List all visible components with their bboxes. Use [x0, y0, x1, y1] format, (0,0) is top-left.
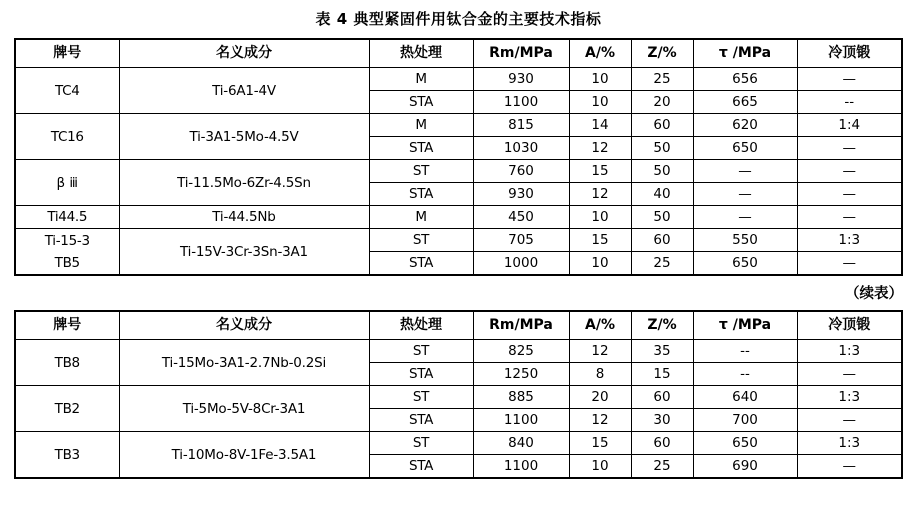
header-z: Z/% [631, 311, 693, 340]
cell-heat-treatment: ST [369, 386, 473, 409]
cell-z: 20 [631, 91, 693, 114]
table-row [15, 68, 902, 91]
cell-cold-heading: 1:3 [797, 432, 902, 455]
header-cold-heading: 冷顶锻 [797, 39, 902, 68]
cell-cold-heading: — [797, 455, 902, 479]
table-row [15, 229, 902, 252]
cell-cold-heading: — [797, 252, 902, 276]
cell-z: 60 [631, 386, 693, 409]
cell-cold-heading: 1:4 [797, 114, 902, 137]
cell-a: 12 [569, 183, 631, 206]
cell-z: 50 [631, 160, 693, 183]
cell-tau: 650 [693, 252, 797, 276]
cell-rm: 815 [473, 114, 569, 137]
cell-heat-treatment: ST [369, 160, 473, 183]
cell-rm: 840 [473, 432, 569, 455]
titanium-alloy-table-part2 [14, 310, 903, 479]
cell-rm: 930 [473, 183, 569, 206]
cell-composition: Ti-3A1-5Mo-4.5V [119, 114, 369, 160]
cell-grade-line1: Ti-15-3 [44, 232, 90, 249]
cell-composition: Ti-10Mo-8V-1Fe-3.5A1 [119, 432, 369, 479]
cell-rm: 825 [473, 340, 569, 363]
cell-rm: 760 [473, 160, 569, 183]
table-row [15, 206, 902, 229]
cell-composition: Ti-15V-3Cr-3Sn-3A1 [119, 229, 369, 276]
cell-composition: Ti-11.5Mo-6Zr-4.5Sn [119, 160, 369, 206]
header-grade: 牌号 [15, 311, 119, 340]
cell-cold-heading: — [797, 160, 902, 183]
cell-heat-treatment: STA [369, 455, 473, 479]
cell-tau: 690 [693, 455, 797, 479]
cell-z: 25 [631, 455, 693, 479]
cell-grade: TC16 [15, 114, 119, 160]
cell-rm: 885 [473, 386, 569, 409]
cell-z: 50 [631, 137, 693, 160]
cell-rm: 1030 [473, 137, 569, 160]
cell-a: 10 [569, 91, 631, 114]
cell-rm: 930 [473, 68, 569, 91]
cell-cold-heading: — [797, 68, 902, 91]
cell-a: 15 [569, 160, 631, 183]
cell-heat-treatment: M [369, 206, 473, 229]
cell-rm: 1100 [473, 91, 569, 114]
cell-tau: 640 [693, 386, 797, 409]
cell-a: 10 [569, 455, 631, 479]
cell-rm: 705 [473, 229, 569, 252]
cell-a: 14 [569, 114, 631, 137]
cell-tau: 550 [693, 229, 797, 252]
header-a: A/% [569, 311, 631, 340]
cell-grade: TB3 [15, 432, 119, 479]
cell-composition: Ti-6A1-4V [119, 68, 369, 114]
header-rm: Rm/MPa [473, 311, 569, 340]
cell-heat-treatment: STA [369, 91, 473, 114]
cell-z: 60 [631, 114, 693, 137]
table-row [15, 160, 902, 183]
cell-rm: 1000 [473, 252, 569, 276]
cell-rm: 450 [473, 206, 569, 229]
cell-heat-treatment: STA [369, 409, 473, 432]
header-tau: τ /MPa [693, 311, 797, 340]
continued-label: （续表） [845, 286, 903, 302]
cell-tau: — [693, 160, 797, 183]
cell-rm: 1100 [473, 455, 569, 479]
cell-a: 12 [569, 137, 631, 160]
header-grade: 牌号 [15, 39, 119, 68]
cell-tau: — [693, 206, 797, 229]
cell-cold-heading: -- [797, 91, 902, 114]
header-cold-heading: 冷顶锻 [797, 311, 902, 340]
cell-tau: 650 [693, 137, 797, 160]
header-composition: 名义成分 [119, 39, 369, 68]
cell-a: 12 [569, 340, 631, 363]
cell-z: 50 [631, 206, 693, 229]
header-heat-treatment: 热处理 [369, 311, 473, 340]
cell-tau: 700 [693, 409, 797, 432]
header-heat-treatment: 热处理 [369, 39, 473, 68]
table-row [15, 432, 902, 455]
titanium-alloy-table-part1 [14, 38, 903, 276]
cell-a: 8 [569, 363, 631, 386]
cell-tau: 665 [693, 91, 797, 114]
cell-z: 60 [631, 229, 693, 252]
cell-a: 15 [569, 229, 631, 252]
cell-z: 40 [631, 183, 693, 206]
cell-grade: TB8 [15, 340, 119, 386]
cell-a: 15 [569, 432, 631, 455]
cell-composition: Ti-44.5Nb [119, 206, 369, 229]
cell-cold-heading: 1:3 [797, 340, 902, 363]
cell-a: 10 [569, 252, 631, 276]
table-row [15, 386, 902, 409]
cell-composition: Ti-15Mo-3A1-2.7Nb-0.2Si [119, 340, 369, 386]
cell-heat-treatment: STA [369, 137, 473, 160]
cell-z: 25 [631, 252, 693, 276]
cell-z: 60 [631, 432, 693, 455]
table-header-row [15, 311, 902, 340]
cell-cold-heading: — [797, 183, 902, 206]
cell-tau: -- [693, 363, 797, 386]
cell-tau: -- [693, 340, 797, 363]
cell-tau: 656 [693, 68, 797, 91]
header-tau: τ /MPa [693, 39, 797, 68]
cell-heat-treatment: ST [369, 229, 473, 252]
cell-heat-treatment: ST [369, 340, 473, 363]
table-caption: 表 4 典型紧固件用钛合金的主要技术指标 [315, 10, 602, 28]
cell-cold-heading: 1:3 [797, 386, 902, 409]
cell-heat-treatment: STA [369, 363, 473, 386]
cell-a: 10 [569, 68, 631, 91]
cell-grade [15, 229, 119, 276]
cell-cold-heading: — [797, 137, 902, 160]
cell-grade: TB2 [15, 386, 119, 432]
cell-grade: TC4 [15, 68, 119, 114]
cell-tau: — [693, 183, 797, 206]
cell-heat-treatment: STA [369, 252, 473, 276]
cell-cold-heading: 1:3 [797, 229, 902, 252]
cell-z: 35 [631, 340, 693, 363]
cell-z: 25 [631, 68, 693, 91]
table-header-row [15, 39, 902, 68]
cell-cold-heading: — [797, 206, 902, 229]
table-row [15, 340, 902, 363]
cell-tau: 650 [693, 432, 797, 455]
cell-a: 10 [569, 206, 631, 229]
cell-heat-treatment: STA [369, 183, 473, 206]
cell-tau: 620 [693, 114, 797, 137]
cell-cold-heading: — [797, 409, 902, 432]
cell-heat-treatment: M [369, 114, 473, 137]
table-row [15, 114, 902, 137]
cell-heat-treatment: M [369, 68, 473, 91]
cell-grade-line2: TB5 [54, 254, 80, 271]
cell-grade: Ti44.5 [15, 206, 119, 229]
header-rm: Rm/MPa [473, 39, 569, 68]
cell-composition: Ti-5Mo-5V-8Cr-3A1 [119, 386, 369, 432]
header-z: Z/% [631, 39, 693, 68]
cell-rm: 1250 [473, 363, 569, 386]
cell-cold-heading: — [797, 363, 902, 386]
cell-z: 30 [631, 409, 693, 432]
cell-grade: β ⅲ [15, 160, 119, 206]
cell-heat-treatment: ST [369, 432, 473, 455]
cell-a: 12 [569, 409, 631, 432]
header-a: A/% [569, 39, 631, 68]
cell-a: 20 [569, 386, 631, 409]
header-composition: 名义成分 [119, 311, 369, 340]
cell-rm: 1100 [473, 409, 569, 432]
cell-z: 15 [631, 363, 693, 386]
